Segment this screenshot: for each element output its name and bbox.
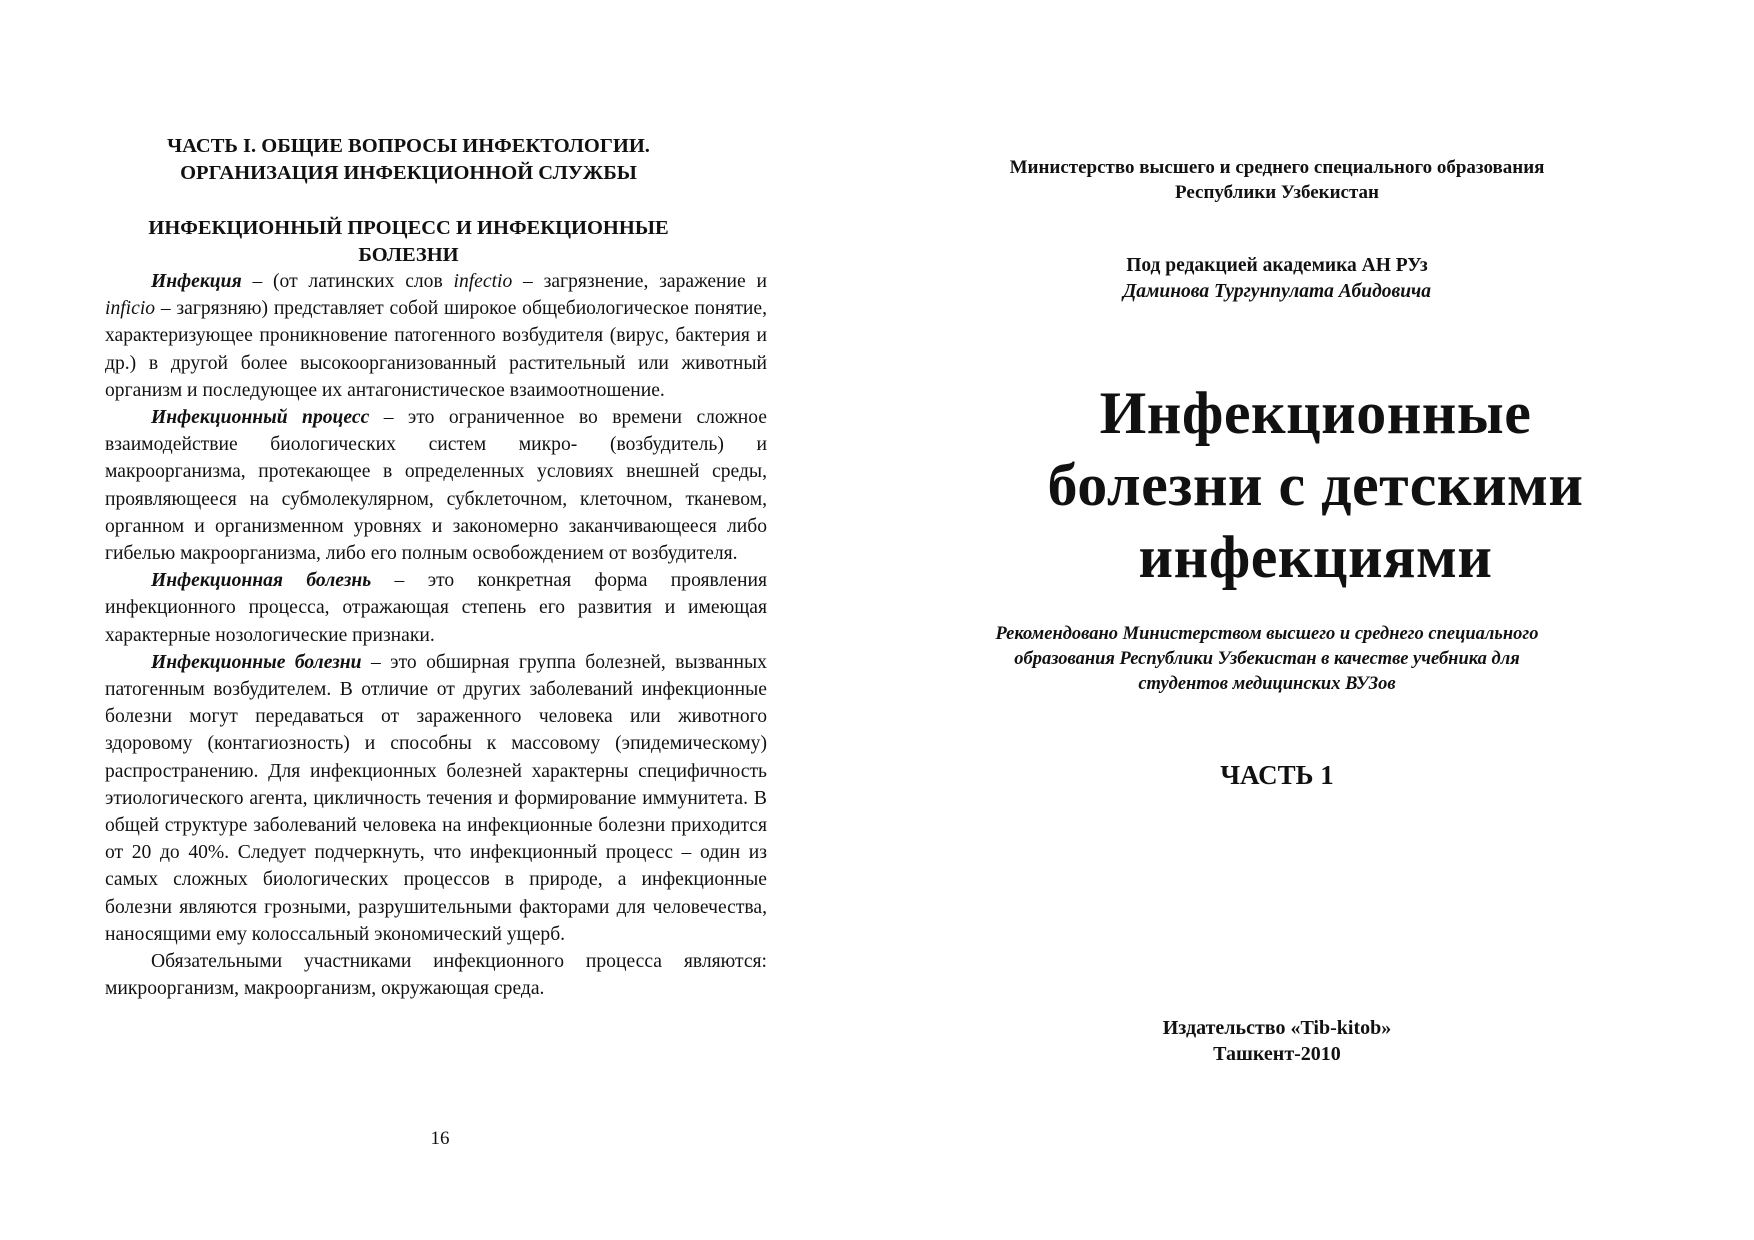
publisher-name: Издательство «Tib-kitob» xyxy=(1162,1017,1392,1039)
ministry-header xyxy=(927,155,1627,205)
paragraph-participants xyxy=(105,948,767,1002)
term-infectious-diseases: Инфекционные болезни xyxy=(151,651,362,673)
term-infection: Инфекция xyxy=(151,271,242,292)
part-label: ЧАСТЬ 1 xyxy=(1220,760,1334,790)
paragraph-text: – это обширная группа болезней, вызванных патогенным возбудителем. В отличие от других заболеваний инфекционные болезни могут передаваться от зараженного человека или животного здоровому (контагиозность) и способны к массовому (эпидемическому) распространению. Для инфекционных болезней характерны специфичность этиологического агента, цикличность течения и формирование иммунитета. В общей структуре заболеваний человека на инфекционные болезни приходится от 20 до 40%. Следует подчеркнуть, что инфекционный процесс – один из самых сложных биологических процессов в природе, а инфекционные болезни являются грозными, разрушительными факторами для человечества, наносящими ему колоссальный экономический ущерб. xyxy=(105,651,767,945)
paragraph-text: – это конкретная форма проявления инфекционного процесса, отражающая степень его развития и имеющая характерные нозологические признаки. xyxy=(105,570,767,646)
editor-line: Под редакцией академика АН РУз xyxy=(1126,255,1428,276)
section-title-line: ИНФЕКЦИОННЫЙ ПРОЦЕСС И ИНФЕКЦИОННЫЕ xyxy=(148,217,669,239)
section-title-line: БОЛЕЗНИ xyxy=(358,244,459,266)
term-infectious-disease: Инфекционная болезнь xyxy=(151,570,372,592)
latin-word: infectio xyxy=(453,271,513,292)
paragraph-text: Обязательными участниками инфекционного процесса являются: микроорганизм, макроорганизм, окружающая среда. xyxy=(105,951,767,1000)
recommendation-line: студентов медицинских ВУЗов xyxy=(1138,674,1396,694)
body-text xyxy=(105,268,767,1002)
paragraph-text: – загрязняю) представляет собой широкое общебиологическое понятие, характеризующее проникновение патогенного возбудителя (вирус, бактерия и др.) в другой более высокоорганизованный растительный или животный организм и последующее их антагонистическое взаимоотношение. xyxy=(105,298,767,401)
page-number: 16 xyxy=(430,1128,450,1149)
book-title-line: болезни с детскими xyxy=(1047,452,1584,518)
part-title-line: ОРГАНИЗАЦИЯ ИНФЕКЦИОННОЙ СЛУЖБЫ xyxy=(180,162,637,184)
paragraph-infection xyxy=(105,268,767,404)
paragraph-text: – загрязнение, заражение и xyxy=(512,271,767,292)
paragraph-infectious-diseases xyxy=(105,649,767,948)
section-title xyxy=(100,215,717,269)
paragraph-text: – (от латинских слов xyxy=(241,271,454,292)
ministry-line: Министерство высшего и среднего специального образования xyxy=(1009,157,1545,178)
paragraph-infectious-disease xyxy=(105,567,767,649)
editor-name: Даминова Тургунпулата Абидовича xyxy=(1122,281,1432,302)
book-title-line: инфекциями xyxy=(1138,524,1493,590)
publisher-city-year: Ташкент-2010 xyxy=(1213,1043,1341,1065)
editor-credit xyxy=(957,253,1597,305)
book-title xyxy=(877,377,1754,593)
right-page xyxy=(877,0,1754,1240)
recommendation-line: Рекомендовано Министерством высшего и среднего специального xyxy=(995,624,1539,644)
part-title xyxy=(100,133,717,187)
publisher-info xyxy=(1077,1015,1477,1067)
latin-word: inficio xyxy=(105,298,156,320)
ministry-line: Республики Узбекистан xyxy=(1175,182,1379,203)
paragraph-infectious-process xyxy=(105,404,767,567)
term-infectious-process: Инфекционный процесс xyxy=(151,407,370,429)
part-title-line: ЧАСТЬ I. ОБЩИЕ ВОПРОСЫ ИНФЕКТОЛОГИИ. xyxy=(167,135,650,157)
paragraph-text: – это ограниченное во времени сложное взаимодействие биологических систем микро- (возбудитель) и макроорганизма, протекающее в определенных условиях внешней среды, проявляющееся на субмолекулярном, субклеточном, клеточном, тканевом, органном и организменном уровнях и закономерно заканчивающееся либо гибелью макроорганизма, либо его полным освобождением от возбудителя. xyxy=(105,407,767,565)
book-title-line: Инфекционные xyxy=(1099,380,1532,446)
recommendation-note xyxy=(937,622,1597,697)
recommendation-line: образования Республики Узбекистан в качестве учебника для xyxy=(1014,649,1520,669)
